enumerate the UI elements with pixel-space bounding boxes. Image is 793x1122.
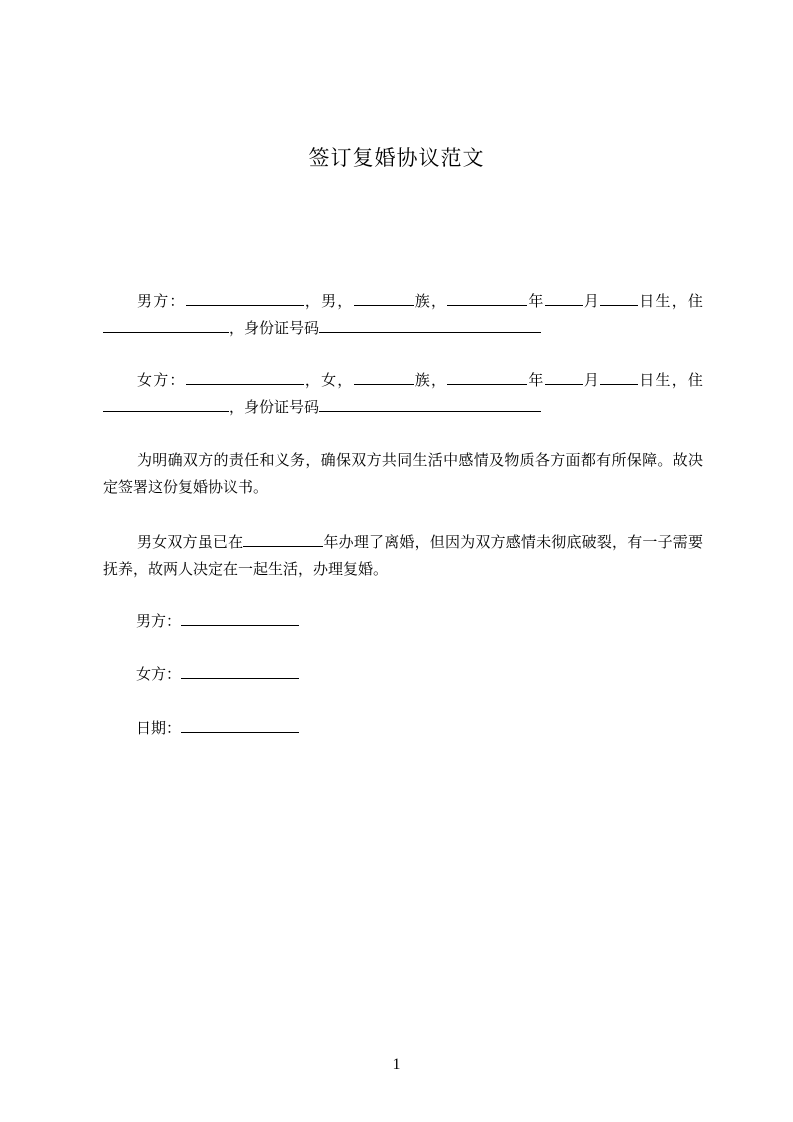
female-birth-month-blank[interactable] bbox=[545, 370, 583, 385]
male-address-blank[interactable] bbox=[103, 318, 229, 333]
male-signature-line bbox=[136, 610, 299, 632]
male-birth-day-blank[interactable] bbox=[600, 291, 638, 306]
history-prefix: 男女双方虽已在 bbox=[137, 533, 244, 551]
date-blank[interactable] bbox=[181, 718, 299, 733]
page-title: 签订复婚协议范文 bbox=[308, 146, 485, 170]
female-signature-line bbox=[136, 663, 299, 685]
female-signature-blank[interactable] bbox=[181, 664, 299, 679]
female-gender-text: ，女， bbox=[303, 371, 354, 389]
page-number: 1 bbox=[392, 1056, 401, 1073]
female-ethnicity-suffix: 族， bbox=[413, 371, 448, 389]
male-ethnicity-suffix: 族， bbox=[413, 292, 448, 310]
female-born-text: 日生，住 bbox=[638, 371, 703, 389]
male-ethnicity-blank[interactable] bbox=[354, 291, 414, 306]
date-label: 日期： bbox=[136, 719, 182, 737]
female-ethnicity-blank[interactable] bbox=[354, 370, 414, 385]
male-party-label: 男方： bbox=[137, 292, 186, 310]
male-id-label: ，身份证号码 bbox=[229, 319, 320, 337]
female-party-label: 女方： bbox=[137, 371, 186, 389]
male-birth-month-blank[interactable] bbox=[545, 291, 583, 306]
male-name-blank[interactable] bbox=[186, 291, 304, 306]
history-paragraph bbox=[103, 529, 703, 583]
male-gender-text: ，男， bbox=[303, 292, 354, 310]
date-line bbox=[136, 717, 299, 739]
female-month-text: 月 bbox=[582, 371, 601, 389]
male-month-text: 月 bbox=[582, 292, 601, 310]
male-born-text: 日生，住 bbox=[638, 292, 703, 310]
female-address-blank[interactable] bbox=[103, 397, 229, 412]
female-party-info bbox=[103, 367, 703, 421]
male-signature-blank[interactable] bbox=[181, 611, 299, 626]
male-id-blank[interactable] bbox=[319, 318, 541, 333]
divorce-year-blank[interactable] bbox=[243, 532, 323, 547]
female-name-blank[interactable] bbox=[186, 370, 304, 385]
female-id-blank[interactable] bbox=[319, 397, 541, 412]
female-birth-day-blank[interactable] bbox=[600, 370, 638, 385]
male-year-text: 年 bbox=[527, 292, 545, 310]
female-year-text: 年 bbox=[527, 371, 545, 389]
male-party-info bbox=[103, 288, 703, 342]
female-birth-year-blank[interactable] bbox=[447, 370, 527, 385]
history-suffix: 年办理了离婚，但因为双方感情未彻底破裂，有一子需要抚养，故两人决定在一起生活，办理复婚。 bbox=[103, 533, 703, 578]
purpose-paragraph: 为明确双方的责任和义务，确保双方共同生活中感情及物质各方面都有所保障。故决定签署这份复婚协议书。 bbox=[103, 451, 703, 496]
female-signature-label: 女方： bbox=[136, 665, 182, 683]
male-birth-year-blank[interactable] bbox=[447, 291, 527, 306]
female-id-label: ，身份证号码 bbox=[229, 398, 320, 416]
male-signature-label: 男方： bbox=[136, 612, 182, 630]
